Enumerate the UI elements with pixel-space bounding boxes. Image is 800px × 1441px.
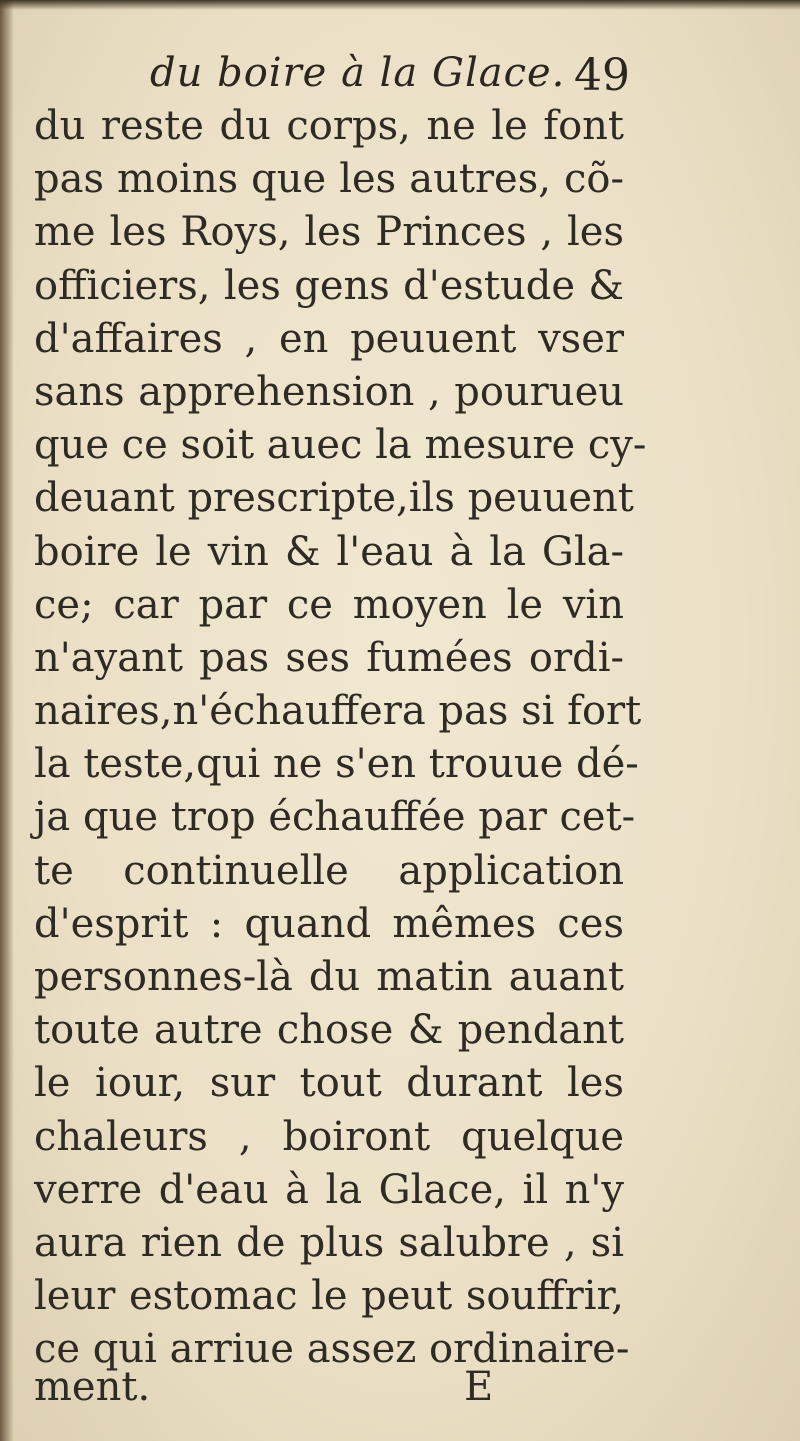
text-line: d'affaires , en peuuent vser [34,315,624,362]
text-line: boire le vin & l'eau à la Gla- [34,528,624,575]
text-line: chaleurs , boiront quelque [34,1113,624,1160]
text-line: me les Roys, les Princes , les [34,209,624,256]
text-line: ce qui arriue assez ordinaire- [34,1326,630,1373]
text-line: pas moins que les autres, cõ- [34,156,624,203]
text-line: la teste,qui ne s'en trouue dé- [34,741,639,788]
page-number: 49 [574,50,630,101]
text-line: d'esprit : quand mêmes ces [34,900,624,947]
text-line: n'ayant pas ses fumées ordi- [34,634,624,681]
text-line: ce; car par ce moyen le vin [34,581,624,628]
page-top-shadow [0,0,800,10]
final-word: ment. [34,1364,151,1410]
text-line: sans apprehension , pourueu [34,368,624,415]
text-line: deuant prescripte,ils peuuent [34,475,634,522]
text-line: toute autre chose & pendant [34,1007,624,1054]
signature-mark: E [464,1364,494,1410]
body-text [34,100,647,1377]
running-title: du boire à la Glace. [150,50,566,96]
text-line: leur estomac le peut souffrir, [34,1273,624,1320]
text-line: naires,n'échauffera pas si fort [34,688,642,735]
text-line: verre d'eau à la Glace, il n'y [34,1166,624,1213]
page-edge-shadow [0,0,14,1441]
text-line: officiers, les gens d'estude & [34,262,624,309]
text-line: personnes-là du matin auant [34,954,624,1000]
text-line: ja que trop échauffée par cet- [34,794,636,841]
running-head [150,44,630,104]
text-line: que ce soit auec la mesure cy- [34,422,647,469]
text-line: aura rien de plus salubre , si [34,1219,624,1266]
text-line: te continuelle application [34,847,624,894]
text-line: le iour, sur tout durant les [34,1060,624,1107]
page-footer [34,1364,594,1420]
text-line: du reste du corps, ne le font [34,103,624,149]
